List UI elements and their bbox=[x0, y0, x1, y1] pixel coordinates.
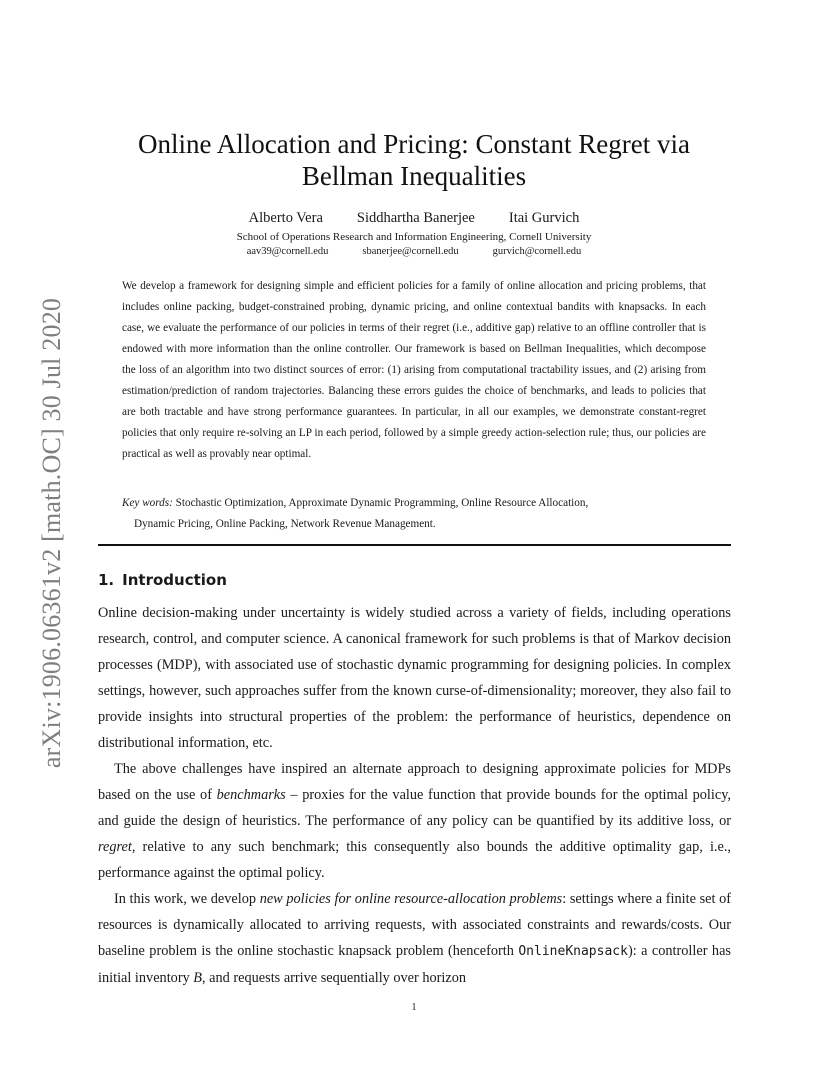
paragraph-2 bbox=[98, 756, 731, 886]
author-name: Itai Gurvich bbox=[508, 210, 580, 226]
introduction-body bbox=[98, 600, 731, 991]
section-number: 1. bbox=[98, 571, 115, 589]
emphasis-benchmarks: benchmarks bbox=[216, 787, 286, 803]
paragraph-text: The above challenges have inspired an alternate approach to designing approximate policies for MDPs based on the use of bbox=[98, 761, 731, 803]
title-line-2: Bellman Inequalities bbox=[301, 161, 527, 191]
author-emails bbox=[0, 246, 828, 257]
paragraph-text: : settings where a finite set of resources is dynamically allocated to arriving requests, with associated constraints and rewards/costs. Our baseline problem is the online stochastic knapsack problem (henceforth bbox=[98, 891, 731, 959]
title-line-1: Online Allocation and Pricing: Constant Regret via bbox=[138, 129, 690, 159]
author-name: Siddhartha Banerjee bbox=[356, 210, 475, 226]
author-email: aav39@cornell.edu bbox=[246, 246, 329, 257]
abstract: We develop a framework for designing simple and efficient policies for a family of online allocation and pricing problems, that includes online packing, budget-constrained probing, dynamic pricing, and online contextual bandits with knapsacks. In each case, we evaluate the performance of our policies in terms of their regret (i.e., additive gap) relative to an offline controller that is endowed with more information than the online controller. Our framework is based on Bellman Inequalities, which decompose the loss of an algorithm into two distinct sources of error: (1) arising from computational tractability issues, and (2) arising from estimation/prediction of random trajectories. Balancing these errors guides the choice of benchmarks, and leads to policies that are both tractable and have strong performance guarantees. In particular, in all our examples, we demonstrate constant-regret policies that only require re-solving an LP in each period, followed by a simple greedy action-selection rule; thus, our policies are practical as well as provably near optimal. bbox=[122, 280, 706, 460]
paragraph-text: ): a controller has initial inventory bbox=[98, 943, 731, 986]
keywords-line-2: Dynamic Pricing, Online Packing, Network Revenue Management. bbox=[134, 518, 436, 530]
paragraph-text: , relative to any such benchmark; this consequently also bounds the additive optimality gap, i.e., performance against the optimal policy. bbox=[98, 839, 731, 881]
paragraph-text: – proxies for the value function that provide bounds for the optimal policy, and guide the design of heuristics. The performance of any policy can be quantified by its additive loss, or bbox=[98, 787, 731, 829]
keywords-line-1: Stochastic Optimization, Approximate Dynamic Programming, Online Resource Allocation, bbox=[175, 497, 589, 509]
author-email: gurvich@cornell.edu bbox=[492, 246, 582, 257]
paper-title bbox=[0, 128, 828, 192]
emphasis-regret: regret bbox=[98, 839, 132, 855]
paragraph-text: , and requests arrive sequentially over horizon bbox=[202, 970, 467, 986]
keywords bbox=[122, 493, 706, 535]
keywords-label: Key words: bbox=[122, 497, 173, 509]
math-variable-b: B bbox=[193, 970, 203, 986]
section-title: Introduction bbox=[122, 571, 227, 589]
author-email: sbanerjee@cornell.edu bbox=[362, 246, 459, 257]
code-online-knapsack: OnlineKnapsack bbox=[518, 944, 628, 959]
section-heading-introduction bbox=[98, 571, 227, 589]
paragraph-3 bbox=[98, 886, 731, 991]
paragraph-1: Online decision-making under uncertainty is widely studied across a variety of fields, including operations research, control, and computer science. A canonical framework for such problems is that of Markov decision processes (MDP), with associated use of stochastic dynamic programming for designing policies. In complex settings, however, such approaches suffer from the known curse-of-dimensionality; moreover, they also fail to provide insights into structural properties of the problem: the performance of heuristics, dependence on distributional information, etc. bbox=[98, 605, 731, 751]
author-list bbox=[0, 210, 828, 227]
page-number: 1 bbox=[411, 1002, 417, 1013]
arxiv-identifier-stamp: arXiv:1906.06361v2 [math.OC] 30 Jul 2020 bbox=[37, 297, 66, 769]
author-affiliation: School of Operations Research and Information Engineering, Cornell University bbox=[236, 231, 592, 243]
author-name: Alberto Vera bbox=[248, 210, 323, 226]
section-divider-rule bbox=[98, 544, 731, 546]
paragraph-text: In this work, we develop bbox=[114, 891, 260, 907]
emphasis-new-policies: new policies for online resource-allocation problems bbox=[259, 891, 563, 907]
